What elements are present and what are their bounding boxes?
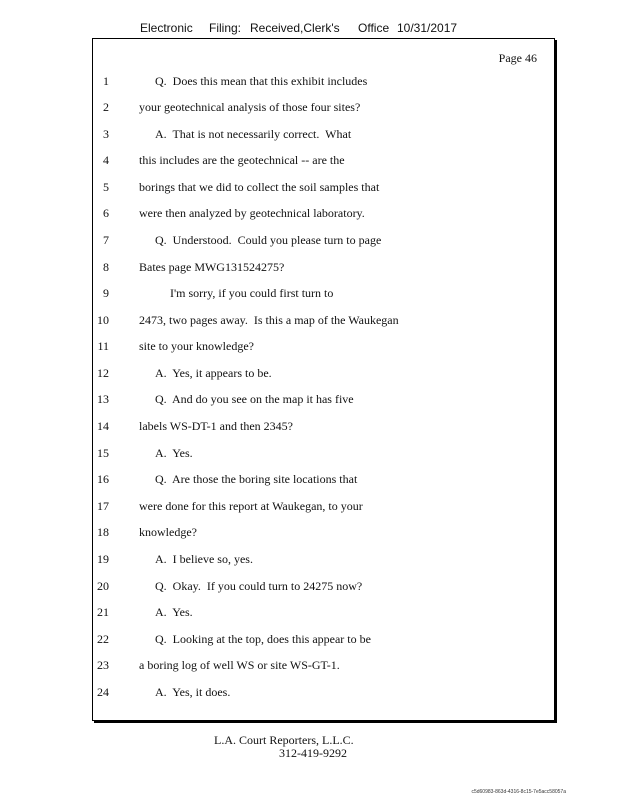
line-text: Q. Are those the boring site locations that	[155, 472, 358, 486]
line-text: site to your knowledge?	[139, 339, 254, 353]
line-text: your geotechnical analysis of those four sites?	[139, 100, 361, 114]
transcript-line	[93, 233, 533, 251]
transcript-line	[93, 525, 533, 543]
line-text: Bates page MWG131524275?	[139, 260, 285, 274]
line-text: labels WS-DT-1 and then 2345?	[139, 419, 293, 433]
line-number: 6	[103, 206, 109, 220]
line-number: 21	[97, 605, 109, 619]
footer-company: L.A. Court Reporters, L.L.C.	[214, 733, 354, 747]
transcript-line	[93, 605, 533, 623]
line-text: a boring log of well WS or site WS-GT-1.	[139, 658, 340, 672]
transcript-line	[93, 100, 533, 118]
filing-header-date: 10/31/2017	[397, 21, 458, 35]
line-number: 7	[103, 233, 109, 247]
transcript-line	[93, 74, 533, 92]
line-text: Q. And do you see on the map it has five	[155, 392, 354, 406]
transcript-line	[93, 366, 533, 384]
transcript-line	[93, 446, 533, 464]
line-text: A. Yes.	[155, 446, 193, 460]
filing-header-office: Office	[358, 21, 390, 35]
page-number: Page 46	[498, 51, 537, 65]
line-text: were done for this report at Waukegan, to your	[139, 499, 363, 513]
transcript-line	[93, 658, 533, 676]
transcript-line	[93, 472, 533, 490]
line-number: 17	[97, 499, 109, 513]
line-text: A. That is not necessarily correct. What	[155, 127, 352, 141]
line-text: A. Yes, it does.	[155, 685, 231, 699]
line-text: Q. Okay. If you could turn to 24275 now?	[155, 579, 363, 593]
transcript-line	[93, 419, 533, 437]
line-number: 23	[97, 658, 109, 672]
line-text: A. I believe so, yes.	[155, 552, 253, 566]
line-text: this includes are the geotechnical -- are the	[139, 153, 345, 167]
filing-header-received: Received,Clerk's	[250, 21, 340, 35]
transcript-line	[93, 180, 533, 198]
transcript-line	[93, 260, 533, 278]
transcript-line	[93, 685, 533, 703]
line-number: 8	[103, 260, 109, 274]
line-text: borings that we did to collect the soil samples that	[139, 180, 380, 194]
line-number: 11	[97, 339, 109, 353]
line-text: Q. Looking at the top, does this appear to be	[155, 632, 371, 646]
transcript-line	[93, 339, 533, 357]
line-number: 19	[97, 552, 109, 566]
line-number: 2	[103, 100, 109, 114]
line-text: were then analyzed by geotechnical laboratory.	[139, 206, 365, 220]
line-number: 15	[97, 446, 109, 460]
line-number: 18	[97, 525, 109, 539]
line-text: knowledge?	[139, 525, 197, 539]
filing-header	[140, 21, 470, 37]
line-number: 22	[97, 632, 109, 646]
line-number: 1	[103, 74, 109, 88]
line-text: I'm sorry, if you could first turn to	[170, 286, 334, 300]
line-number: 12	[97, 366, 109, 380]
document-hash: c5d60983-863d-4316-8c15-7e5acc58057a	[471, 789, 566, 795]
line-number: 13	[97, 392, 109, 406]
line-text: A. Yes.	[155, 605, 193, 619]
transcript-line	[93, 313, 533, 331]
line-text: Q. Understood. Could you please turn to page	[155, 233, 382, 247]
line-text: 2473, two pages away. Is this a map of the Waukegan	[139, 313, 399, 327]
line-number: 9	[103, 286, 109, 300]
line-number: 5	[103, 180, 109, 194]
transcript-line	[93, 286, 533, 304]
filing-header-electronic: Electronic	[140, 21, 193, 35]
transcript-line	[93, 499, 533, 517]
line-number: 14	[97, 419, 109, 433]
footer-phone: 312-419-9292	[279, 746, 347, 760]
filing-header-filing: Filing:	[209, 21, 242, 35]
transcript-line	[93, 552, 533, 570]
line-text: Q. Does this mean that this exhibit includes	[155, 74, 368, 88]
line-number: 24	[97, 685, 109, 699]
transcript-line	[93, 392, 533, 410]
line-text: A. Yes, it appears to be.	[155, 366, 272, 380]
line-number: 10	[97, 313, 109, 327]
transcript-page	[92, 38, 555, 721]
line-number: 16	[97, 472, 109, 486]
transcript-line	[93, 579, 533, 597]
line-number: 4	[103, 153, 109, 167]
transcript-line	[93, 632, 533, 650]
transcript-line	[93, 153, 533, 171]
line-number: 3	[103, 127, 109, 141]
transcript-line	[93, 206, 533, 224]
transcript-line	[93, 127, 533, 145]
line-number: 20	[97, 579, 109, 593]
